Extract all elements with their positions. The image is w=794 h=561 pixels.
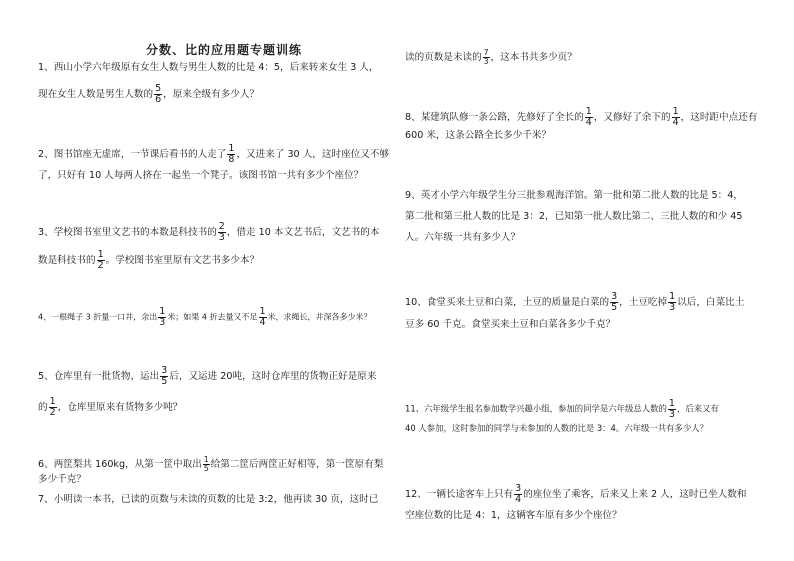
- fraction: $\frac{1}{3}$: [669, 291, 676, 313]
- fraction: $\frac{5}{6}$: [155, 83, 162, 105]
- fraction: $\frac{1}{4}$: [672, 106, 679, 128]
- fraction: $\frac{1}{3}$: [159, 306, 166, 328]
- fraction: $\frac{3}{4}$: [515, 483, 522, 505]
- fraction: $\frac{3}{5}$: [161, 365, 168, 387]
- fraction: $\frac{7}{3}$: [483, 48, 489, 66]
- fraction: $\frac{1}{5}$: [203, 455, 209, 473]
- fraction: $\frac{1}{4}$: [259, 306, 266, 328]
- fraction: $\frac{2}{3}$: [218, 221, 225, 243]
- fraction: $\frac{1}{2}$: [97, 249, 104, 271]
- fraction: $\frac{1}{3}$: [668, 398, 675, 420]
- fraction: $\frac{1}{4}$: [585, 106, 592, 128]
- fraction: $\frac{1}{2}$: [49, 396, 56, 418]
- fraction: $\frac{3}{5}$: [611, 291, 618, 313]
- page-title: 分数、比的应用题专题训练: [146, 43, 303, 57]
- fraction: $\frac{1}{8}$: [228, 143, 235, 165]
- worksheet-page: 分数、比的应用题专题训练 1、西山小学六年级原有女生人数与男生人数的比是 4：5，后来转来女生 3 人， 现在女生人数是男生人数的 $\frac{5}{6}$ ，原来全级有多少人？ 2、图书馆座无虚席，一节课后看书的人走了 $\frac{1}{8}$ ，又进来了 30 人，这时座位又不够 了，只好有 10 人每两人挤在一起坐一个凳子。该图书馆一共有多少个座位？ 3、学校图书室里文艺书的本数是科技书的 $\frac{2}{3}$ ，借走 10 本文艺书后，文艺书的本 数是科技书的 $\frac{1}{2}$ 。学校图书室里原有文艺书多少本？ 4、一根绳子 3 折量一口井，余出 $\frac{1}{3}$ 米；如果 4 折去量又不足 $\frac{1}{4}$ 米，求绳长，井深各多少米？ 5、仓库里有一批货物，运出 $\frac{3}{5}$ 后，又运进 20吨，这时仓库里的货物正好是原来 的 $\frac{1}{2}$ ，仓库里原来有货物多少吨？ 6、两筐梨共 160kg，从第一筐中取出 $\frac{1}{5}$ 给第二筐后两筐正好相等，第一筐原有梨 多少千克？ 7、小明读一本书，已读的页数与未读的页数的比是 3:2，他再读 30 页，这时已 读的页数是未读的 $\frac{7}{3}$ ，这本书共多少页？ 8、某建筑队修一条公路，先修好了全长的 $\frac{1}{4}$ ，又修好了余下的 $\frac{1}{4}$ ，这时距中点还有 600 米，这条公路全长多少千米？ 9、英才小学六年级学生分三批参观海洋馆。第一批和第二批人数的比是 5：4， 第二批和第三批人数的比是 3：2，已知第一批人数比第二、三批人数的和少 45 人。六年级一共有多少人？ 10、食堂买来土豆和白菜，土豆的质量是白菜的 $\frac{3}{5}$ ，土豆吃掉 $\frac{1}{3}$ 以后，白菜比土 豆多 60 千克。食堂买来土豆和白菜各多少千克？ 11、六年级学生报名参加数学兴趣小组，参加的同学是六年级总人数的 $\frac{1}{3}$ ，后来又有 40 人参加，这时参加的同学与未参加的人数的比是 3：4。六年级一共有多少人？ 12、一辆长途客车上只有 $\frac{3}{4}$ 的座位坐了乘客，后来又上来 2 人，这时已坐人数和 空座位数的比是 4：1，这辆客车原有多少个座位？: [38, 43, 758, 521]
